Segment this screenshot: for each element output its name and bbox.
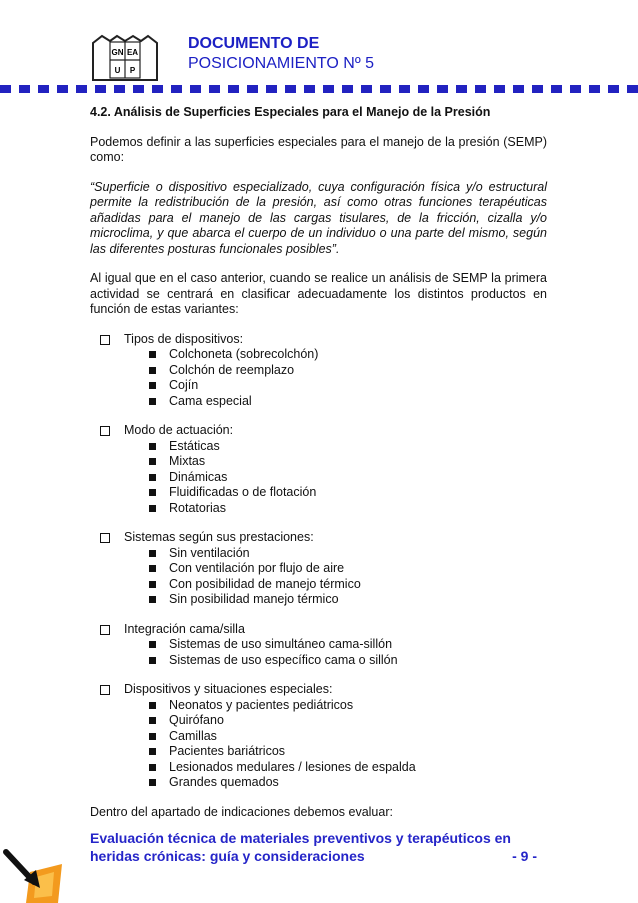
square-bullet-icon <box>149 565 156 572</box>
main-content <box>90 105 547 834</box>
list-item-text: Rotatorias <box>169 500 226 515</box>
document-title <box>188 34 374 74</box>
square-bullet-icon <box>149 596 156 603</box>
category-group <box>90 682 547 791</box>
list-item-text: Mixtas <box>169 454 206 468</box>
list-item <box>90 454 547 470</box>
intro-paragraph: Podemos definir a las superficies especiales para el manejo de la presión (SEMP) como: <box>90 134 547 164</box>
square-bullet-icon <box>149 474 156 481</box>
closing-paragraph: Dentro del apartado de indicaciones debemos evaluar: <box>90 804 393 819</box>
category-title-text: Tipos de dispositivos: <box>124 331 244 346</box>
list-item-text: Pacientes bariátricos <box>169 744 286 758</box>
logo-text-gn: GN <box>111 48 124 57</box>
square-bullet-icon <box>149 717 156 724</box>
list-item-text: Estáticas <box>169 438 220 453</box>
list-item-text: Sin ventilación <box>169 545 250 560</box>
category-group <box>90 530 547 608</box>
list-item <box>90 347 547 363</box>
category-group <box>90 622 547 669</box>
logo-text-u: U <box>114 66 121 75</box>
list-item <box>90 760 547 776</box>
square-bullet-icon <box>149 398 156 405</box>
list-item-text: Dinámicas <box>169 469 228 484</box>
list-item-text: Cojín <box>169 378 199 392</box>
square-bullet-icon <box>149 733 156 740</box>
gneaupp-logo <box>90 33 160 83</box>
list-item <box>90 653 547 669</box>
classification-list <box>90 332 547 791</box>
list-item <box>90 744 547 760</box>
footer <box>90 829 547 865</box>
category-title <box>90 423 547 439</box>
definition-quote: “Superficie o dispositivo especializado, cuya configuración física y/o estructural permite la redistribución de la presión, así como otras funciones terapéuticas añadidas para el manejo de las cargas tisulares, de la fricción, cizalla y/o microclima, y que abarca el cuerpo de un individuo o una parte del mismo, según las diferentes posturas funcionales posibles”. <box>90 179 547 256</box>
square-bullet-icon <box>149 443 156 450</box>
square-bullet-icon <box>149 779 156 786</box>
analysis-paragraph: Al igual que en el caso anterior, cuando se realice un análisis de SEMP la primera actividad se centrará en clasificar adecuadamente los distintos productos en función de estas variantes: <box>90 271 547 316</box>
list-item-text: Sistemas de uso específico cama o sillón <box>169 652 398 667</box>
category-title <box>90 332 547 348</box>
list-item <box>90 592 547 608</box>
checkbox-bullet-icon <box>100 625 110 635</box>
list-item-text: Cama especial <box>169 393 252 408</box>
list-item-text: Colchón de reemplazo <box>169 362 295 377</box>
list-item-text: Fluidificadas o de flotación <box>169 485 317 499</box>
page-number: - 9 - <box>512 848 537 864</box>
category-group <box>90 332 547 410</box>
checkbox-bullet-icon <box>100 335 110 345</box>
list-item-text: Sistemas de uso simultáneo cama-sillón <box>169 637 393 651</box>
square-bullet-icon <box>149 489 156 496</box>
square-bullet-icon <box>149 581 156 588</box>
list-item-text: Lesionados medulares / lesiones de espalda <box>169 759 416 774</box>
square-bullet-icon <box>149 764 156 771</box>
category-title <box>90 622 547 638</box>
logo-text-p: P <box>129 66 136 75</box>
arrow-logo-icon <box>0 820 70 903</box>
list-item <box>90 378 547 394</box>
category-title-text: Integración cama/silla <box>124 621 245 636</box>
square-bullet-icon <box>149 382 156 389</box>
list-item <box>90 485 547 501</box>
list-item-text: Colchoneta (sobrecolchón) <box>169 347 319 361</box>
footer-title-line2: heridas crónicas: guía y consideraciones <box>90 848 365 864</box>
list-item-text: Con posibilidad de manejo térmico <box>169 576 361 591</box>
list-item <box>90 561 547 577</box>
list-item-text: Camillas <box>169 728 217 743</box>
footer-title-line1: Evaluación técnica de materiales preventivos y terapéuticos en <box>90 830 511 846</box>
list-item <box>90 363 547 379</box>
category-title-text: Dispositivos y situaciones especiales: <box>124 682 333 696</box>
list-item-text: Neonatos y pacientes pediátricos <box>169 697 354 712</box>
header-dashed-divider <box>0 85 638 93</box>
category-title <box>90 530 547 546</box>
square-bullet-icon <box>149 351 156 358</box>
list-item <box>90 729 547 745</box>
list-item <box>90 470 547 486</box>
list-item <box>90 546 547 562</box>
category-title <box>90 682 547 698</box>
section-heading: 4.2. Análisis de Superficies Especiales para el Manejo de la Presión <box>90 105 491 119</box>
list-item <box>90 439 547 455</box>
list-item <box>90 501 547 517</box>
checkbox-bullet-icon <box>100 426 110 436</box>
list-item-text: Grandes quemados <box>169 775 279 789</box>
square-bullet-icon <box>149 505 156 512</box>
list-item-text: Quirófano <box>169 713 224 727</box>
list-item <box>90 637 547 653</box>
list-item <box>90 713 547 729</box>
square-bullet-icon <box>149 657 156 664</box>
document-title-line2: POSICIONAMIENTO Nº 5 <box>188 55 375 72</box>
document-title-line1: DOCUMENTO DE <box>188 35 320 52</box>
square-bullet-icon <box>149 458 156 465</box>
logo-text-ea: EA <box>126 48 139 57</box>
checkbox-bullet-icon <box>100 685 110 695</box>
checkbox-bullet-icon <box>100 533 110 543</box>
square-bullet-icon <box>149 748 156 755</box>
list-item-text: Sin posibilidad manejo térmico <box>169 592 339 606</box>
square-bullet-icon <box>149 550 156 557</box>
square-bullet-icon <box>149 367 156 374</box>
category-title-text: Sistemas según sus prestaciones: <box>124 530 314 544</box>
category-group <box>90 423 547 516</box>
list-item <box>90 577 547 593</box>
list-item <box>90 698 547 714</box>
square-bullet-icon <box>149 702 156 709</box>
list-item-text: Con ventilación por flujo de aire <box>169 561 345 575</box>
category-title-text: Modo de actuación: <box>124 423 234 437</box>
square-bullet-icon <box>149 641 156 648</box>
list-item <box>90 775 547 791</box>
list-item <box>90 394 547 410</box>
